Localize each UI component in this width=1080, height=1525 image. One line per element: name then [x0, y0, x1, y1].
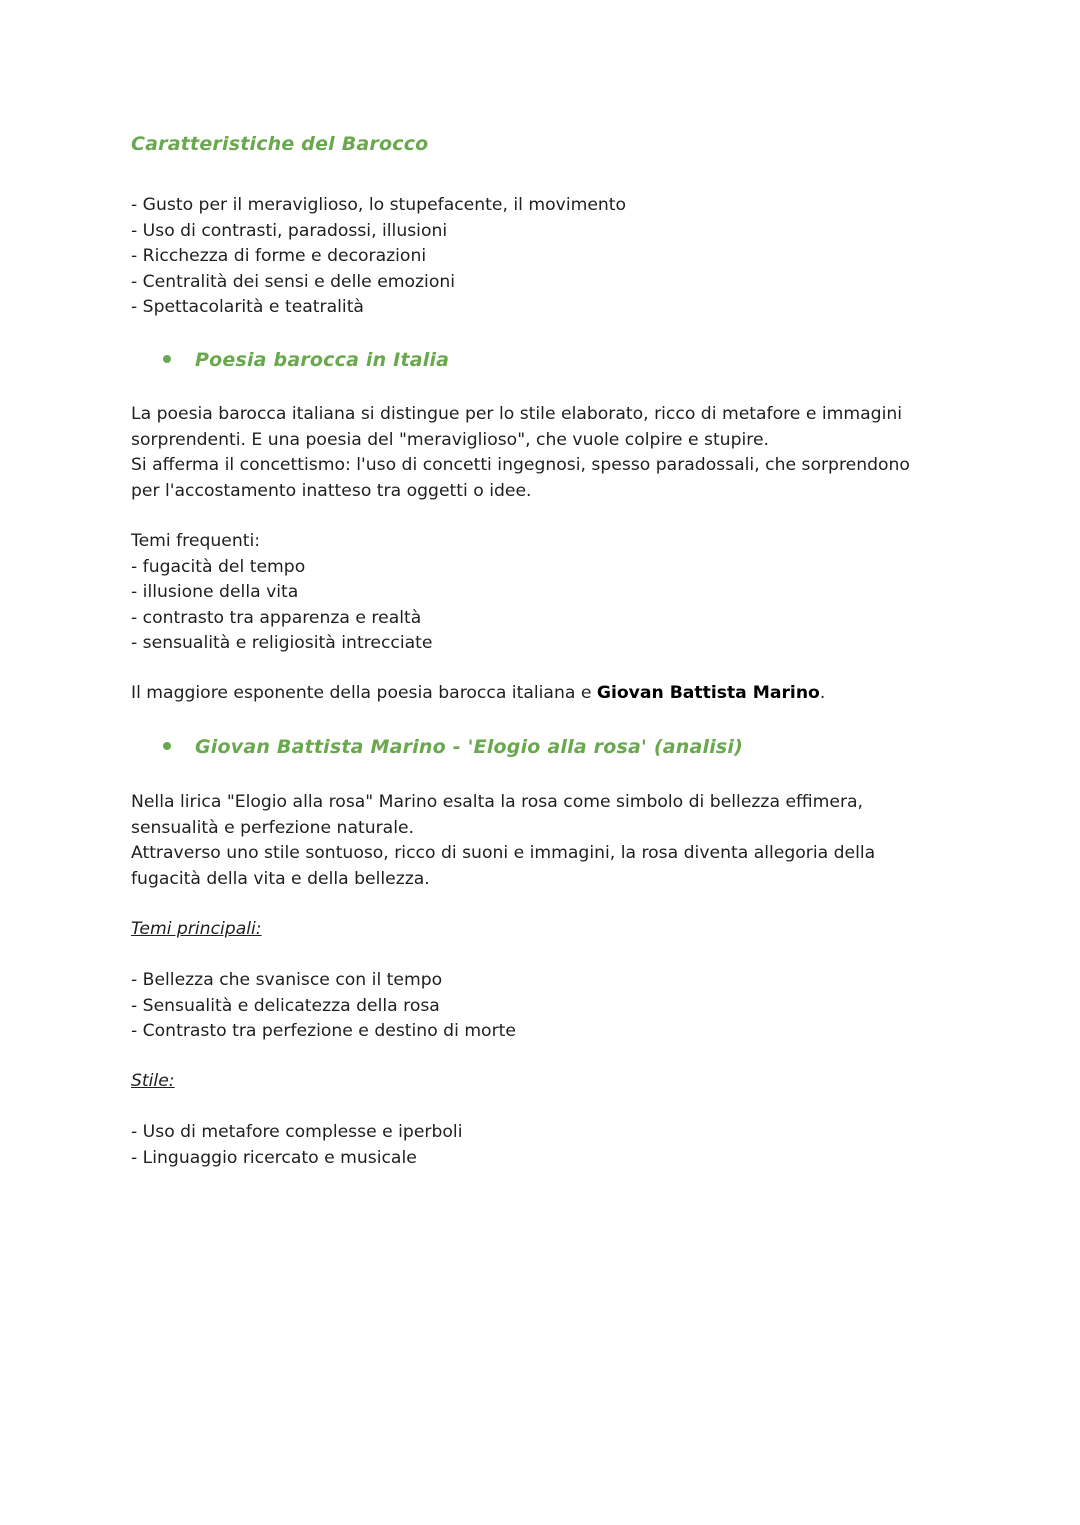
paragraph-line: La poesia barocca italiana si distingue per lo stile elaborato, ricco di metafore e immagini [131, 404, 903, 424]
list-item: - Sensualità e delicatezza della rosa [131, 995, 440, 1016]
paragraph-line: sensualità e perfezione naturale. [131, 817, 415, 838]
paragraph-line: Si afferma il concettismo: l'uso di concetti ingegnosi, spesso paradossali, che sorprendono [131, 455, 910, 475]
list-item: - Centralità dei sensi e delle emozioni [131, 271, 456, 292]
paragraph-line: Attraverso uno stile sontuoso, ricco di suoni e immagini, la rosa diventa allegoria della [131, 843, 876, 863]
paragraph-line: Nella lirica "Elogio alla rosa" Marino esalta la rosa come simbolo di bellezza effimera, [131, 792, 864, 812]
esponente-suffix: . [819, 683, 826, 703]
temi-principali-label: Temi principali: [131, 919, 262, 939]
heading-text: Giovan Battista Marino - 'Elogio alla rosa' (analisi) [195, 736, 744, 758]
esponente-prefix: Il maggiore esponente della poesia barocca italiana e [131, 683, 597, 703]
heading-caratteristiche: Caratteristiche del Barocco [131, 133, 429, 155]
list-item: - Linguaggio ricercato e musicale [131, 1147, 417, 1168]
heading-marino-analisi [163, 736, 743, 758]
bullet-icon [163, 742, 171, 750]
esponente-name: Giovan Battista Marino [596, 683, 820, 703]
heading-text: Poesia barocca in Italia [195, 349, 450, 371]
temi-frequenti-list [131, 529, 961, 657]
list-item: - Uso di metafore complesse e iperboli [131, 1122, 463, 1142]
paragraph-line: sorprendenti. E una poesia del "meraviglioso", che vuole colpire e stupire. [131, 429, 769, 450]
list-item: - Gusto per il meraviglioso, lo stupefacente, il movimento [131, 195, 627, 215]
temi-frequenti-label: Temi frequenti: [131, 531, 261, 551]
bullet-icon [163, 355, 171, 363]
list-item: - sensualità e religiosità intrecciate [131, 633, 433, 653]
temi-principali-label-block [131, 917, 961, 943]
heading-poesia-barocca [163, 349, 449, 371]
stile-label-block [131, 1069, 961, 1095]
temi-principali-list [131, 968, 961, 1045]
stile-label: Stile: [131, 1071, 175, 1091]
stile-list [131, 1120, 961, 1171]
poesia-paragraph [131, 402, 961, 504]
list-item: - Spettacolarità e teatralità [131, 297, 364, 317]
list-item: - Bellezza che svanisce con il tempo [131, 970, 443, 990]
paragraph-line: fugacità della vita e della bellezza. [131, 868, 430, 889]
list-item: - Ricchezza di forme e decorazioni [131, 246, 427, 266]
list-item: - Uso di contrasti, paradossi, illusioni [131, 220, 448, 241]
list-item: - illusione della vita [131, 582, 299, 602]
marino-paragraph [131, 790, 961, 892]
list-item: - contrasto tra apparenza e realtà [131, 607, 422, 628]
list-item: - Contrasto tra perfezione e destino di morte [131, 1021, 516, 1041]
list-item: - fugacità del tempo [131, 556, 306, 577]
paragraph-line: per l'accostamento inatteso tra oggetti o idee. [131, 480, 532, 501]
caratteristiche-list [131, 193, 961, 321]
esponente-sentence [131, 681, 961, 707]
